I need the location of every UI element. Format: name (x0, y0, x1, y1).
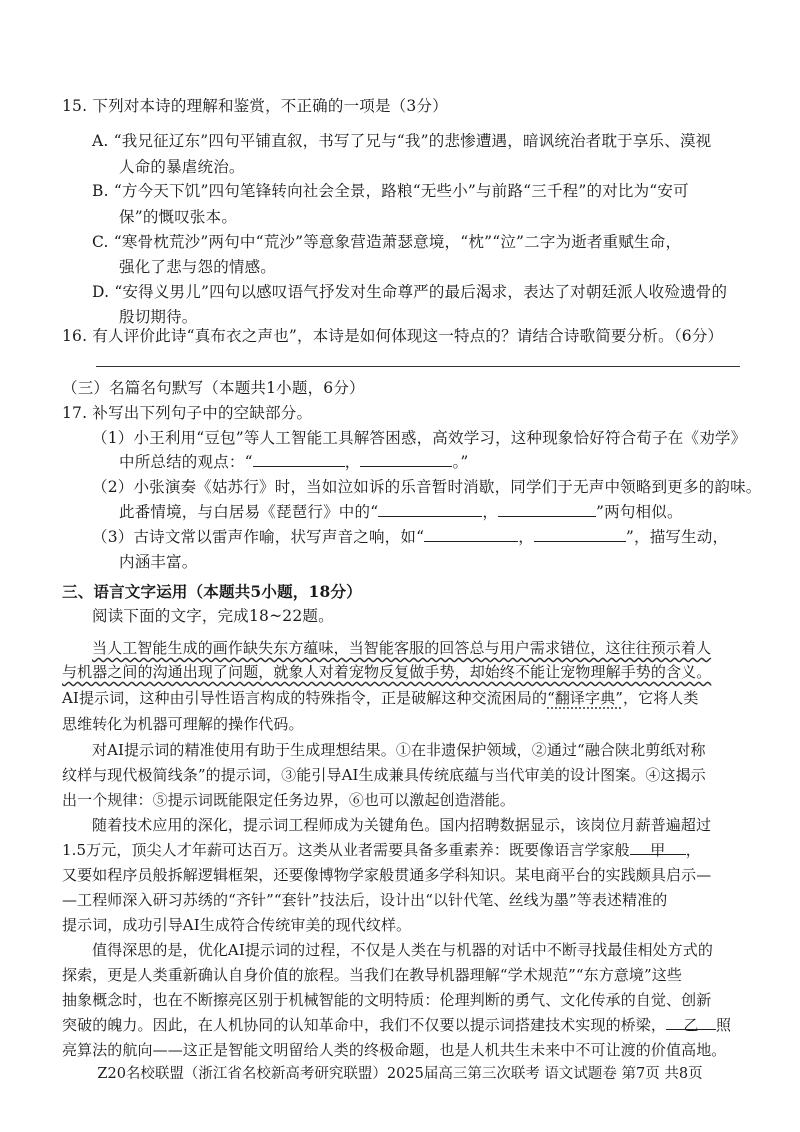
q17-item2-line2 (119, 502, 683, 522)
q15-option-d-line2: 殷切期待。 (119, 308, 198, 326)
passage-p3-line5: 提示词，成功引导AI生成符合传统审美的现代纹样。 (62, 916, 412, 934)
fill-blank-6[interactable] (534, 527, 626, 542)
q17-item1-text-c: 。” (452, 453, 469, 471)
blank-jia[interactable]: 甲 (630, 840, 686, 855)
section-mingpian-title: （三）名篇名句默写（本题共1小题，6分） (62, 379, 365, 397)
answer-line (96, 366, 740, 367)
fill-blank-5[interactable] (424, 527, 518, 542)
q15-option-a-line1: A. “我兄征辽东”四句平铺直叙，书写了兄与“我”的悲惨遭遇，暗讽统治者耽于享乐、漠视 (92, 132, 712, 150)
q17-item1-line2 (119, 452, 469, 472)
passage-p1-line3: AI提示词，这种由引导性语言构成的特殊指令，正是破解这种交流困局的“翻译字典”，它将人类 (62, 689, 699, 707)
q17-item2-text-c: ”两句相似。 (596, 503, 683, 521)
passage-p2-line3: 出一个规律：⑤提示词既能限定任务边界，⑥也可以激起创造潜能。 (62, 791, 516, 809)
passage-p3-line4: —工程师深入研习苏绣的“齐针”“套针”技法后，设计出“以针代笔、丝线为墨”等表述精准的 (62, 891, 668, 909)
passage-p4-line4: 突破的魄力。因此，在人机协同的认知革命中，我们不仅要以提示词搭建技术实现的桥梁， 乙 照 (62, 1016, 732, 1034)
passage-p4-line3: 抽象概念时，也在不断擦亮区别于机械智能的文明特质：伦理判断的勇气、文化传承的自觉、创新 (62, 991, 712, 1009)
q17-item3-line1 (92, 527, 728, 547)
fill-blank-4[interactable] (498, 502, 596, 517)
blank-yi[interactable]: 乙 (666, 1015, 716, 1030)
q17-item3-text-c: ”，描写生动， (625, 528, 729, 546)
passage-p3-line1: 随着技术应用的深化，提示词工程师成为关键角色。国内招聘数据显示，该岗位月薪普遍超过 (92, 816, 712, 834)
passage-p4-line2: 探索，更是人类重新确认自身价值的旅程。当我们在教导机器理解“学术规范”“东方意境”这些 (62, 966, 682, 984)
fill-blank-1[interactable] (253, 452, 345, 467)
q17-item1-text-b: ， (344, 453, 361, 471)
passage-p1-line1: 当人工智能生成的画作缺失东方蕴味，当智能客服的回答总与用户需求错位，这往往预示着人 (92, 639, 712, 657)
q15-option-c-line1: C. “寒骨枕荒沙”两句中“荒沙”等意象营造萧瑟意境，“枕”“泣”二字为逝者重赋生命， (92, 233, 682, 251)
q17-item3-text-b: ， (518, 528, 534, 546)
fill-blank-2[interactable] (360, 452, 452, 467)
fill-blank-3[interactable] (378, 502, 482, 517)
passage-p1-line4: 思维转化为机器可理解的操作代码。 (62, 715, 304, 733)
q17-item1-line1: （1）小王利用“豆包”等人工智能工具解答困惑，高效学习，这种现象恰好符合荀子在《劝学》 (92, 429, 747, 447)
section-3-instruction: 阅读下面的文字，完成18~22题。 (92, 607, 334, 625)
passage-p1-line2: 与机器之间的沟通出现了问题，就象人对着宠物反复做手势，却始终不能让宠物理解手势的含义。 (62, 663, 712, 681)
passage-p2-line2: 纹样与现代极简线条”的提示词，③能引导AI生成兼具传统底蕴与当代审美的设计图案。④这揭示 (62, 766, 706, 784)
passage-p3-line2: 1.5万元，顶尖人才年薪可达百万。这类从业者需要具备多重素养：既要像语言学家般 甲 ， (62, 841, 701, 859)
passage-p4-line5: 亮算法的航向——这正是智能文明留给人类的终极命题，也是人机共生未来中不可让渡的价值高地。 (62, 1041, 727, 1059)
passage-p4-line1: 值得深思的是，优化AI提示词的过程，不仅是人类在与机器的对话中不断寻找最佳相处方式的 (92, 941, 713, 959)
q15-option-a-line2: 人命的暴虐统治。 (119, 158, 245, 176)
q17-item2-text-a: 此番情境，与白居易《琵琶行》中的“ (119, 503, 379, 521)
question-15-stem: 15. 下列对本诗的理解和鉴赏，不正确的一项是（3分） (62, 97, 448, 115)
q15-option-d-line1: D. “安得义男儿”四句以感叹语气抒发对生命尊严的最后渴求，表达了对朝廷派人收殓遗骨的 (92, 283, 728, 301)
q15-option-b-line2: 保”的慨叹张本。 (119, 208, 238, 226)
passage-p3-line3: 又要如程序员般拆解逻辑框架，还要像博物学家般贯通多学科知识。某电商平台的实践颇具启示— (62, 866, 712, 884)
q15-option-b-line1: B. “方今天下饥”四句笔锋转向社会全景，路粮“无些小”与前路“三千程”的对比为“安可 (92, 182, 689, 200)
q17-item3-text-a: （3）古诗文常以雷声作喻，状写声音之响，如“ (92, 528, 425, 546)
question-17-stem: 17. 补写出下列句子中的空缺部分。 (62, 404, 313, 422)
emphasized-phrase: “翻译字典” (547, 689, 623, 707)
passage-p2-line1: 对AI提示词的精准使用有助于生成理想结果。①在非遗保护领域，②通过“融合陕北剪纸对称 (92, 741, 706, 759)
q17-item2-text-b: ， (482, 503, 499, 521)
page-footer: Z20名校联盟（浙江省名校新高考研究联盟）2025届高三第三次联考 语文试题卷 第7页 共8页 (97, 1066, 703, 1082)
question-16-stem: 16. 有人评价此诗“真布衣之声也”，本诗是如何体现这一特点的？请结合诗歌简要分析。（6分） (62, 327, 724, 345)
q17-item1-text-a: 中所总结的观点：“ (119, 453, 253, 471)
section-3-title: 三、语言文字运用（本题共5小题，18分） (62, 582, 362, 601)
q17-item2-line1: （2）小张演奏《姑苏行》时，当如泣如诉的乐音暂时消歇，同学们于无声中领略到更多的韵味。 (92, 478, 762, 496)
q17-item3-line2: 内涵丰富。 (119, 553, 198, 571)
q15-option-c-line2: 强化了悲与怨的情感。 (119, 258, 277, 276)
